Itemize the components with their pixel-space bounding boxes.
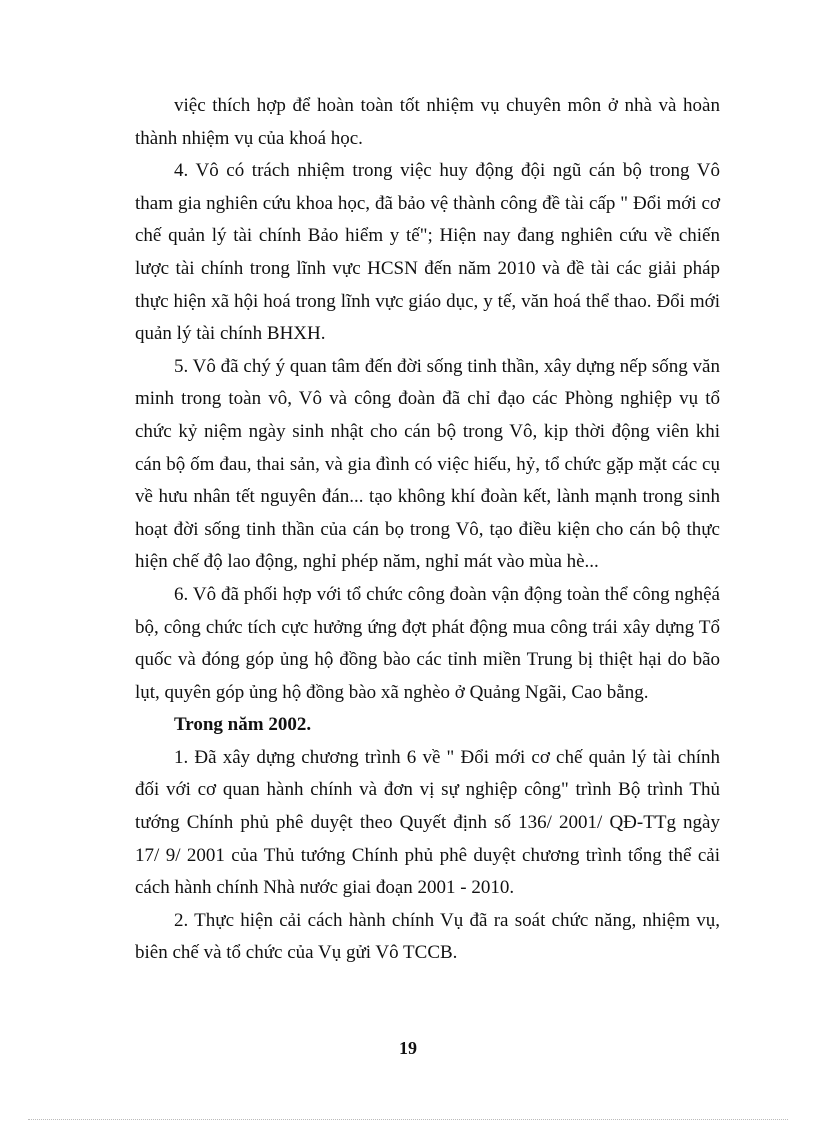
paragraph-2002-item-2: 2. Thực hiện cải cách hành chính Vụ đã ra soát chức năng, nhiệm vụ, biên chế và tổ chức của Vụ gửi Vô TCCB. — [135, 909, 720, 964]
paragraph-item-6: 6. Vô đã phối hợp với tổ chức công đoàn vận động toàn thể công nghệá bộ, công chức tích cực hưởng ứng đợt phát động mua công trái xây dựng Tổ quốc và đóng góp ủng hộ đồng bào các tỉnh miền Trung bị thiệt hại do bão lụt, quyên góp ủng hộ đồng bào xã nghèo ở Quảng Ngãi, Cao bằng. — [135, 583, 720, 703]
page-bottom-divider — [28, 1119, 788, 1120]
page-number: 19 — [399, 1038, 417, 1058]
paragraph-2002-item-1: 1. Đã xây dựng chương trình 6 về " Đổi mới cơ chế quản lý tài chính đối với cơ quan hành chính và đơn vị sự nghiệp công" trình Bộ trình Thủ tướng Chính phủ phê duyệt theo Quyết định số 136/ 2001/ QĐ-TTg ngày 17/ 9/ 2001 của Thủ tướng Chính phủ phê duyệt chương trình tổng thể cải cách hành chính Nhà nước giai đoạn 2001 - 2010. — [135, 746, 720, 899]
paragraph-item-5: 5. Vô đã chý ý quan tâm đến đời sống tinh thần, xây dựng nếp sống văn minh trong toàn vô, Vô và công đoàn đã chỉ đạo các Phòng nghiệp vụ tổ chức kỷ niệm ngày sinh nhật cho cán bộ trong Vô, kịp thời động viên khi cán bộ ốm đau, thai sản, và gia đình có việc hiếu, hỷ, tổ chức gặp mặt các cụ về hưu nhân tết nguyên đán... tạo không khí đoàn kết, lành mạnh trong sinh hoạt đời sống tinh thần của cán bọ trong Vô, tạo điều kiện cho cán bộ thực hiện chế độ lao động, nghỉ phép năm, nghỉ mát vào mùa hè... — [135, 355, 720, 573]
section-heading: Trong năm 2002. — [174, 714, 312, 736]
page-body — [135, 90, 720, 970]
paragraph-item-4: 4. Vô có trách nhiệm trong việc huy động đội ngũ cán bộ trong Vô tham gia nghiên cứu khoa học, đã bảo vệ thành công đề tài cấp " Đổi mới cơ chế quản lý tài chính Bảo hiểm y tế"; Hiện nay đang nghiên cứu về chiến lược tài chính trong lĩnh vực HCSN đến năm 2010 và đề tài các giải pháp thực hiện xã hội hoá trong lĩnh vực giáo dục, y tế, văn hoá thể thao. Đổi mới quản lý tài chính BHXH. — [135, 160, 720, 345]
paragraph-continuation: việc thích hợp để hoàn toàn tốt nhiệm vụ chuyên môn ở nhà và hoàn thành nhiệm vụ của khoá học. — [135, 95, 720, 149]
